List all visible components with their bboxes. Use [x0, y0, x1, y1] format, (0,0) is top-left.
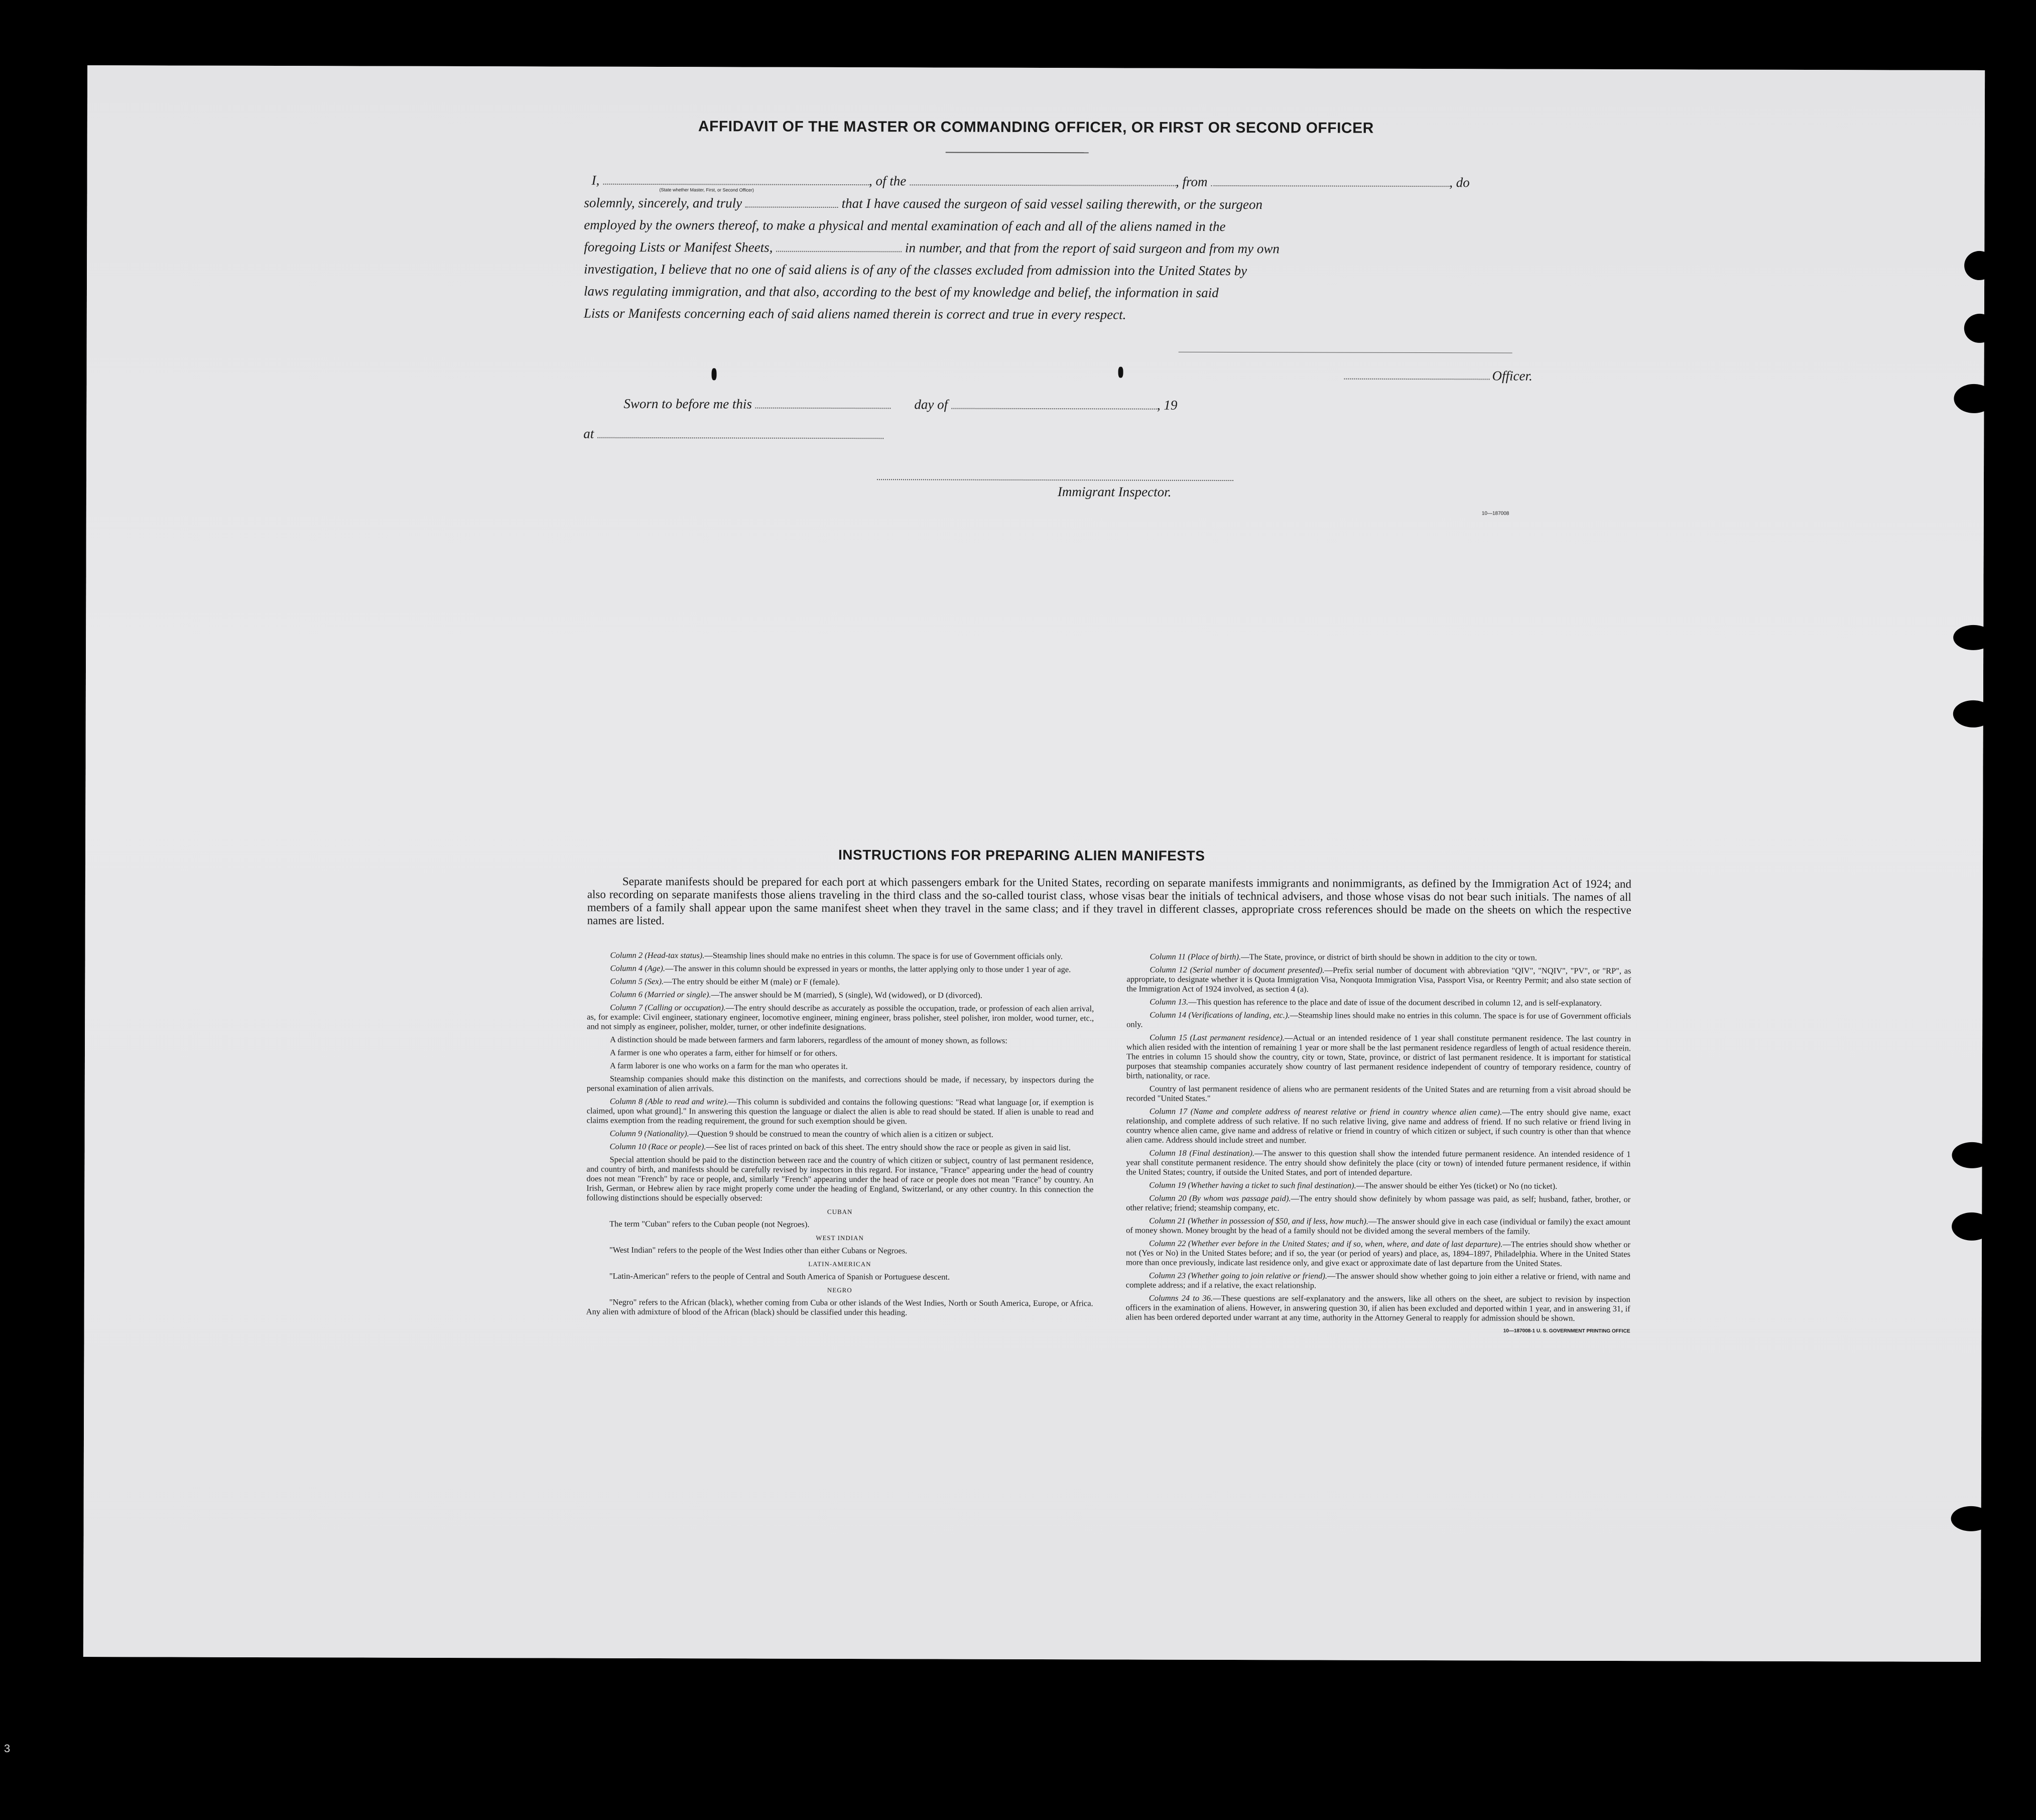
punch-hole [1953, 625, 1993, 650]
col11-text: —The State, province, or district of birth should be shown in addition to the city or town. [1241, 952, 1537, 962]
col22-heading: Column 22 (Whether ever before in the United States; and if so, when, where, and date of last departure). [1149, 1238, 1503, 1249]
col22-text: —The entries should show whether or not (Yes or No) in the United States before; and if so, the year (or period of years) and place, as, 1894–1897, Philadelphia. Where in the United States more than once previously, indicate last residence only, and give exact or approximate date of last departure from the United States. [1125, 1239, 1631, 1268]
col23-heading: Column 23 (Whether going to join relative or friend). [1149, 1270, 1328, 1281]
col21-text: —The answer should give in each case (individual or family) the exact amount of money shown. Money brought by the head of a family should not be divided among the several members of the family. [1126, 1216, 1631, 1236]
col7-text: —The entry should describe as accurately as possible the occupation, trade, or profession of each alien arrival, as, for example: Civil engineer, stationary engineer, locomotive engineer, mining engineer, brass polisher, steel polisher, iron molder, wood turner, etc., and not simply as engineer, polisher, molder, turner, or other indefinite designations. [587, 1003, 1094, 1032]
punch-hole [1952, 1142, 1992, 1168]
affidavit-line-4 [584, 236, 1628, 260]
col12-text: —Prefix serial number of document with abbreviation "QIV", "NQIV", "PV", or "RP", as appropriate, to designate whether it is Quota Immigration Visa, Nonquota Immigration Visa, Passport Visa, or Reentry Permit; and also state section of the Immigration Act of 1924 involved, as section 4 (a). [1126, 965, 1631, 994]
do-text: , do [1449, 175, 1470, 190]
affidavit-i: I, [591, 172, 600, 188]
col8-heading: Column 8 (Able to read and write). [609, 1096, 729, 1107]
punch-hole [1953, 700, 1993, 727]
west-indian-heading: WEST INDIAN [816, 1234, 864, 1242]
day-of-text: day of [914, 397, 948, 412]
col17-text: —The entry should give name, exact relationship, and complete address of such relative. If no such relative living, give name and address of friend. If no such relative or friend living in country whence alien came, give name and address of relative or friend in country of which citizen or subject, if such country is other than that whence alien came. Address should include street and number. [1126, 1107, 1631, 1145]
col15-returning: Country of last permanent residence of aliens who are permanent residents of the United States and are returning from a visit abroad should be recorded "United States." [1126, 1083, 1631, 1103]
west-indian-text: "West Indian" refers to the people of the West Indies other than either Cubans or Negroes. [609, 1245, 908, 1256]
officer-label: Officer. [1492, 368, 1533, 384]
col20-heading: Column 20 (By whom was passage paid). [1149, 1193, 1291, 1203]
col7-farm-laborer: A farm laborer is one who works on a farm for the man who operates it. [609, 1060, 848, 1071]
col5-text: —The entry should be either M (male) or F (female). [664, 977, 840, 987]
sworn-month-field[interactable] [951, 398, 1157, 410]
vessel-field[interactable] [910, 174, 1176, 186]
affidavit-line-2 [584, 192, 1628, 216]
solemnly-text: solemnly, sincerely, and truly [584, 195, 742, 211]
col17-heading: Column 17 (Name and complete address of nearest relative or friend in country whence alien came). [1149, 1106, 1502, 1117]
punch-hole [1964, 251, 1994, 280]
in-number-text: in number, and that from the report of said surgeon and from my own [905, 240, 1280, 257]
col24-36-text: —These questions are self-explanatory and the answers, like all others on the sheet, are subject to revision by inspection officers in the examination of aliens. However, in answering question 30, if alien has been excluded and deported within 1 year, and in answering 31, if alien has been ordered deported under warrant at any time, authority in the Attorney General to reapply for admission should be shown. [1125, 1293, 1630, 1323]
affidavit-line-6: laws regulating immigration, and that also, according to the best of my knowledge and belief, the information in said [583, 283, 1219, 300]
form-code: 10—187008 [1481, 511, 1509, 517]
inspector-signature-field[interactable] [877, 479, 1233, 481]
instructions-title: INSTRUCTIONS FOR PREPARING ALIEN MANIFESTS [838, 846, 1205, 864]
punch-hole [1952, 1212, 1992, 1241]
signature-line[interactable] [1179, 352, 1512, 353]
margin-mark: 3 [4, 1742, 11, 1755]
col13-text: —This question has reference to the place and date of issue of the document described in column 12, and is self-explanatory. [1188, 997, 1602, 1008]
col11-heading: Column 11 (Place of birth). [1150, 951, 1241, 962]
affidavit-title: AFFIDAVIT OF THE MASTER OR COMMANDING OFFICER, OR FIRST OR SECOND OFFICER [698, 118, 1374, 137]
paper-mark [712, 368, 717, 380]
col5-heading: Column 5 (Sex). [610, 976, 664, 987]
col24-36-heading: Columns 24 to 36. [1149, 1293, 1213, 1303]
officer-signature-field[interactable] [1344, 379, 1490, 380]
latin-american-text: "Latin-American" refers to the people of Central and South America of Spanish or Portuguese descent. [609, 1271, 950, 1282]
oath-field[interactable] [745, 196, 838, 207]
affidavit-line-7: Lists or Manifests concerning each of said aliens named therein is correct and true in every respect. [583, 305, 1126, 322]
col2-heading: Column 2 (Head-tax status). [610, 950, 705, 960]
sworn-line [623, 393, 1376, 416]
col6-text: —The answer should be M (married), S (single), Wd (widowed), or D (divorced). [711, 990, 982, 1000]
affidavit-line-5: investigation, I believe that no one of said aliens is of any of the classes excluded from admission into the United States by [584, 261, 1247, 279]
col18-text: —The answer to this question shall show the intended future permanent residence. An intended residence of 1 year shall constitute permanent residence. The entry should show definitely the place (city or town) of intended future permanent residence, if within the United States; country, if outside the United States, and port of intended departure. [1126, 1148, 1631, 1177]
printing-office-footer: 10—187008-1 U. S. GOVERNMENT PRINTING OFFICE [1503, 1328, 1630, 1334]
instructions-right-column [1126, 951, 1631, 1340]
col15-heading: Column 15 (Last permanent residence). [1150, 1032, 1285, 1043]
of-the-text: , of the [869, 173, 907, 189]
col13-heading: Column 13. [1150, 997, 1189, 1007]
foregoing-text: foregoing Lists or Manifest Sheets, [584, 239, 773, 255]
col19-text: —The answer should be either Yes (ticket) or No (no ticket). [1356, 1180, 1558, 1191]
inspector-label: Immigrant Inspector. [1057, 484, 1172, 500]
surgeon-text: that I have caused the surgeon of said vessel sailing therewith, or the surgeon [841, 195, 1263, 212]
latin-american-heading: LATIN-AMERICAN [808, 1260, 871, 1268]
col23-text: —The answer should show whether going to join either a relative or friend, with name and complete address; and if a relative, the exact relationship. [1125, 1271, 1630, 1290]
col4-text: —The answer in this column should be expressed in years or months, the latter applying only to those under 1 year of age. [665, 963, 1071, 975]
col7-farmer: A farmer is one who operates a farm, either for himself or for others. [609, 1047, 838, 1058]
col7-heading: Column 7 (Calling or occupation). [610, 1002, 726, 1013]
col18-heading: Column 18 (Final destination). [1149, 1148, 1255, 1158]
col6-heading: Column 6 (Married or single). [610, 989, 711, 1000]
col7-steamship: Steamship companies should make this distinction on the manifests, and corrections should be made, if necessary, by inspectors during the personal examination of alien arrivals. [586, 1073, 1094, 1094]
punch-hole [1964, 314, 1995, 343]
sworn-text: Sworn to before me this [623, 396, 752, 412]
instructions-intro: Separate manifests should be prepared for each port at which passengers embark for the United States, recording on separate manifests immigrants and nonimmigrants, as defined by the Immigration Act of 1924; and also recording on separate manifests those aliens traveling in the third class and the so-called tourist class, whose visas bear the initials of technical advisers, and those whose visas do not bear such initials. The names of all members of a family shall appear upon the same manifest sheet when they travel in the same class; and if they travel in different classes, appropriate cross references should be made on the sheets on which the respective names are listed. [587, 875, 1631, 927]
col7-distinction: A distinction should be made between farmers and farm laborers, regardless of the amount of money shown, as follows: [610, 1034, 1007, 1045]
at-text: at [583, 426, 594, 441]
col4-heading: Column 4 (Age). [610, 963, 666, 974]
col14-heading: Column 14 (Verifications of landing, etc.). [1150, 1010, 1290, 1020]
negro-text: "Negro" refers to the African (black), whether coming from Cuba or other islands of the West Indies, North or South America, Europe, or Africa. Any alien with admixture of blood of the African (black) should be classified under this heading. [586, 1297, 1093, 1317]
sworn-day-field[interactable] [755, 398, 891, 409]
col9-text: —Question 9 should be construed to mean the country of which alien is a citizen or subject. [689, 1129, 993, 1139]
col19-heading: Column 19 (Whether having a ticket to such final destination). [1149, 1180, 1356, 1190]
manifest-back-sheet [83, 65, 1985, 1662]
col15-text: —Actual or an intended residence of 1 year shall constitute permanent residence. The last country in which alien resided with the intention of remaining 1 year or more shall be the last permanent residence regardless of length of actual residence therein. The entries in column 15 should show the country, city or town, State, province, or district of last permanent residence. It is important for statistical purposes that steamship companies accurately show country of last permanent residence independent of country of temporary residence, country of birth, nationality, or race. [1126, 1033, 1631, 1080]
col12-heading: Column 12 (Serial number of document presented). [1150, 964, 1325, 975]
col9-heading: Column 9 (Nationality). [609, 1128, 689, 1139]
officer-rank-field[interactable] [603, 174, 869, 185]
port-field[interactable] [1211, 175, 1449, 187]
col10-text: —See list of races printed on back of this sheet. The entry should show the race or people as given in said list. [706, 1142, 1071, 1153]
col14-text: —Steamship lines should make no entries in this column. The space is for use of Government officials only. [1126, 1010, 1631, 1029]
at-line [583, 423, 935, 445]
affidavit-line-1 [592, 170, 1686, 194]
col20-text: —The entry should show definitely by whom passage was paid, as self; husband, father, brother, or other relative; friend; steamship company, etc. [1126, 1193, 1631, 1213]
year-prefix: , 19 [1157, 397, 1178, 413]
col10-special-attention: Special attention should be paid to the distinction between race and the country of which citizen or subject, country of last permanent residence, and country of birth, and manifests should be carefully revised by inspectors in this regard. For instance, "France" appearing under the head of country does not mean "French" by race or people, and, similarly "French" appearing under the head of race or people does not mean "France" by country. An Irish, German, or Hebrew alien by race might properly come under the heading of England, Switzerland, or any other country. In this connection the following distinctions should be especially observed: [586, 1154, 1094, 1203]
instructions-left-column [586, 950, 1094, 1321]
cuban-heading: CUBAN [827, 1207, 853, 1216]
title-rule [946, 152, 1089, 154]
punch-hole [1954, 384, 1994, 413]
rank-field-note: (State whether Master, First, or Second Officer) [659, 187, 754, 193]
sheet-count-field[interactable] [776, 241, 902, 253]
col8-text: —This column is subdivided and contains the following questions: "Read what language [or, if exemption is claimed, upon what ground]." In answering this question the language or dialect the alien is able to read should be stated. If alien is unable to read and claims exemption from the reading requirement, the ground for such exemption should be given. [586, 1097, 1094, 1126]
from-text: , from [1176, 174, 1208, 189]
paper-mark [1118, 367, 1123, 378]
col21-heading: Column 21 (Whether in possession of $50, and if less, how much). [1149, 1216, 1369, 1226]
negro-heading: NEGRO [827, 1286, 852, 1294]
punch-hole [1951, 1506, 1991, 1531]
sworn-place-field[interactable] [597, 427, 883, 439]
col2-text: —Steamship lines should make no entries in this column. The space is for use of Government officials only. [704, 950, 1063, 961]
affidavit-line-3: employed by the owners thereof, to make a physical and mental examination of each and all of the aliens named in the [584, 217, 1226, 234]
col10-heading: Column 10 (Race or people). [609, 1141, 706, 1152]
cuban-text: The term "Cuban" refers to the Cuban people (not Negroes). [609, 1219, 810, 1229]
